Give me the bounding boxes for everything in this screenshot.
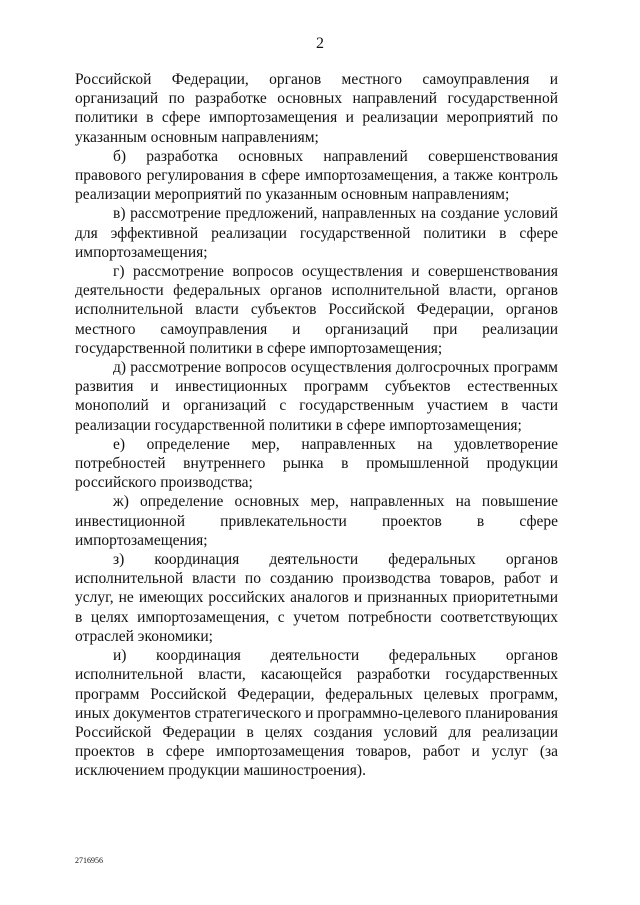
paragraph-item-g: г) рассмотрение вопросов осуществления и совершенствования деятельности федеральных органов исполнительной власти, органов исполнительной власти субъектов Российской Федерации, органов местного самоуправления и организаций при реализации государственной политики в сфере импортозамещения; [75,263,558,357]
paragraph-item-b: б) разработка основных направлений совершенствования правового регулирования в сфере импортозамещения, а также контроль реализации мероприятий по указанным основным направлениям; [75,147,558,204]
paragraph-item-v: в) рассмотрение предложений, направленных на создание условий для эффективной реализации государственной политики в сфере импортозамещения; [75,205,558,261]
paragraph-item-zh: ж) определение основных мер, направленных на повышение инвестиционной привлекательности проектов в сфере импортозамещения; [75,493,558,549]
document-id: 2716956 [75,856,103,865]
paragraph-item-e: е) определение мер, направленных на удовлетворение потребностей внутреннего рынка в промышленной продукции российского производства; [75,435,558,492]
paragraph-continuation: Российской Федерации, органов местного самоуправления и организаций по разработке основных направлений государственной политики в сфере импортозамещения и реализации мероприятий по указанным основным направлениям; [75,71,558,146]
paragraph-item-i: и) координация деятельности федеральных органов исполнительной власти, касающейся разработки государственных программ Российской Федерации, федеральных целевых программ, иных документов стратегического и программно-целевого планирования Российской Федерации в целях создания условий для реализации проектов в сфере импортозамещения товаров, работ и услуг (за исключением продукции машиностроения). [75,647,558,780]
paragraph-item-z: з) координация деятельности федеральных органов исполнительной власти по созданию производства товаров, работ и услуг, не имеющих российских аналогов и признанных приоритетными в целях импортозамещения, с учетом потребности соответствующих отраслей экономики; [75,551,558,645]
page-number: 2 [316,35,324,52]
paragraph-item-d: д) рассмотрение вопросов осуществления долгосрочных программ развития и инвестиционных программ субъектов естественных монополий и организаций с государственным участием в части реализации государственной политики в сфере импортозамещения; [75,359,558,434]
document-body [75,70,558,781]
